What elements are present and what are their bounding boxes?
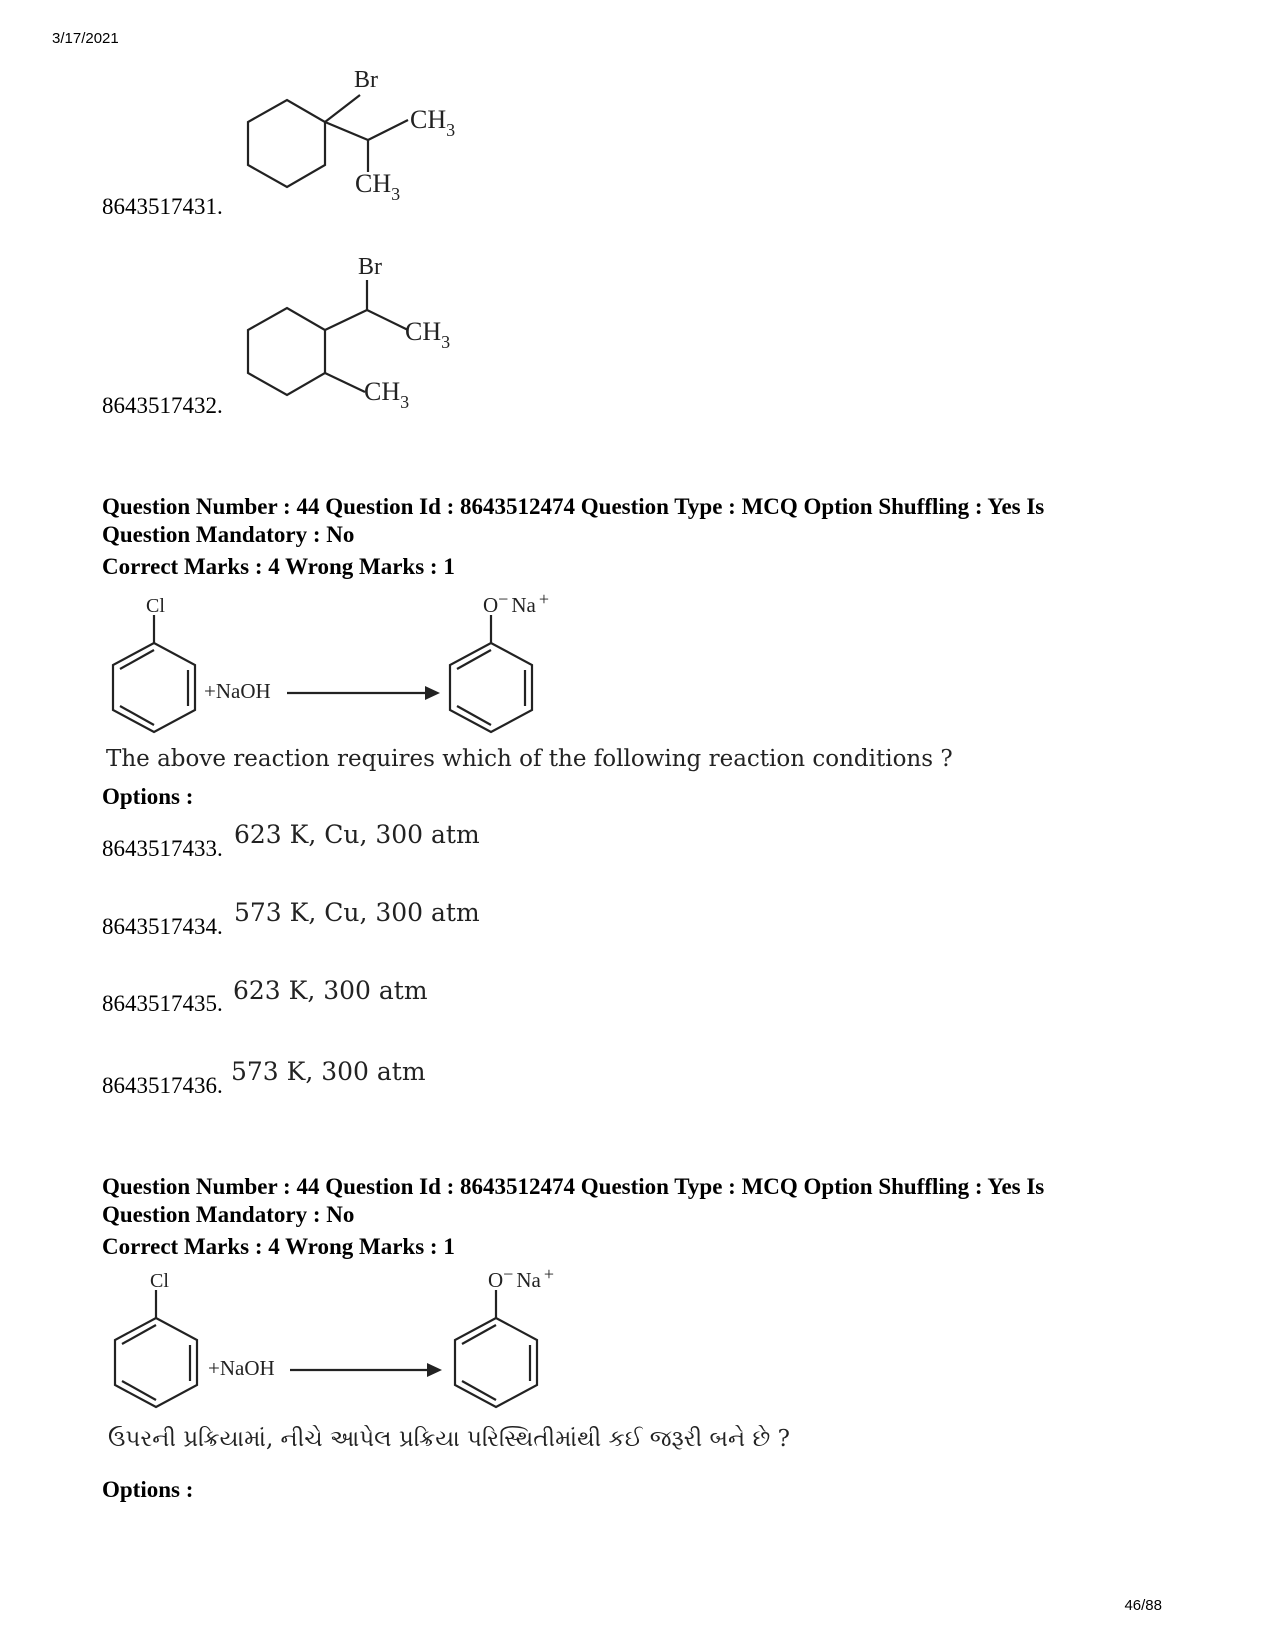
question-meta [102,1173,1182,1261]
option-id: 8643517436. [102,1073,223,1098]
benzene-ring-product [450,643,532,732]
label-plus: + [543,1264,554,1284]
label-minus: − [503,1264,514,1284]
structure-1-bromo-1-isopropylcyclohexane [230,60,480,210]
arrowhead [425,686,440,700]
bond-ch-ch3 [367,310,408,330]
question-meta-line2: Question Mandatory : No [102,1202,355,1227]
option-text: 573 K, 300 atm [231,1057,426,1086]
option-id: 8643517435. [102,991,223,1016]
label-subscript-3: 3 [446,120,456,140]
option-text: 623 K, Cu, 300 atm [234,820,480,849]
reaction-diagram [100,590,600,740]
svg-text:O−Na+ [488,1264,554,1292]
reaction-diagram [102,1265,602,1415]
label-na: Na [516,1268,541,1292]
label-na: Na [511,593,536,617]
question-marks: Correct Marks : 4 Wrong Marks : 1 [102,1234,455,1259]
label-br: Br [354,67,378,93]
options-label: Options : [102,784,194,809]
bond-c-isopropyl [325,122,368,140]
label-subscript-3: 3 [441,332,451,352]
option-text: 573 K, Cu, 300 atm [234,898,480,927]
label-minus: − [498,589,509,609]
label-subscript-3: 3 [400,392,410,412]
page-number: 46/88 [1124,1597,1162,1614]
question-text: The above reaction requires which of the following reaction conditions ? [106,746,953,772]
label-ch3-lower: CH [355,169,392,198]
label-o: O [483,593,499,617]
label-subscript-3: 3 [391,184,401,204]
svg-text:CH3 [405,317,450,352]
options-label: Options : [102,1477,194,1502]
label-ch3-side: CH [405,317,442,346]
label-br: Br [358,254,382,280]
label-cl: Cl [146,595,165,617]
svg-text:O−Na+ [483,589,549,617]
cyclohexane-ring [248,100,325,187]
bond-ring-ch [325,310,367,330]
bond-ring-ch3 [325,373,365,392]
question-meta [102,493,1182,581]
bond-ch3-upper [368,120,408,140]
label-cl: Cl [150,1270,169,1292]
benzene-ring-reactant [113,643,195,732]
option-id: 8643517433. [102,836,223,861]
print-date: 3/17/2021 [52,30,119,47]
arrowhead [427,1363,442,1377]
benzene-ring-product [455,1318,537,1407]
structure-1-bromoethyl-methylcyclohexane [230,255,480,415]
question-meta-line1: Question Number : 44 Question Id : 8643512474 Question Type : MCQ Option Shuffling : Yes Is [102,494,1045,519]
question-text: ઉપરની પ્રક્રિયામાં, નીચે આપેલ પ્રક્રિયા પરિસ્થિતીમાંથી કઈ જરૂરી બને છે ? [108,1426,790,1452]
label-plus: + [538,589,549,609]
label-ch3-ring: CH [364,377,401,406]
svg-text:CH3 [364,377,409,412]
benzene-ring-reactant [115,1318,197,1407]
svg-text:CH3 [355,169,400,204]
question-meta-line1: Question Number : 44 Question Id : 8643512474 Question Type : MCQ Option Shuffling : Yes Is [102,1174,1045,1199]
svg-text:CH3 [410,105,455,140]
cyclohexane-ring [248,308,325,395]
question-marks: Correct Marks : 4 Wrong Marks : 1 [102,554,455,579]
label-o: O [488,1268,504,1292]
question-meta-line2: Question Mandatory : No [102,522,355,547]
option-id: 8643517431. [102,194,223,219]
bond-c-br [325,95,360,122]
option-id: 8643517432. [102,393,223,418]
option-text: 623 K, 300 atm [233,976,428,1005]
label-naoh: +NaOH [204,679,271,703]
option-id: 8643517434. [102,914,223,939]
label-naoh: +NaOH [208,1356,275,1380]
label-ch3-upper: CH [410,105,447,134]
